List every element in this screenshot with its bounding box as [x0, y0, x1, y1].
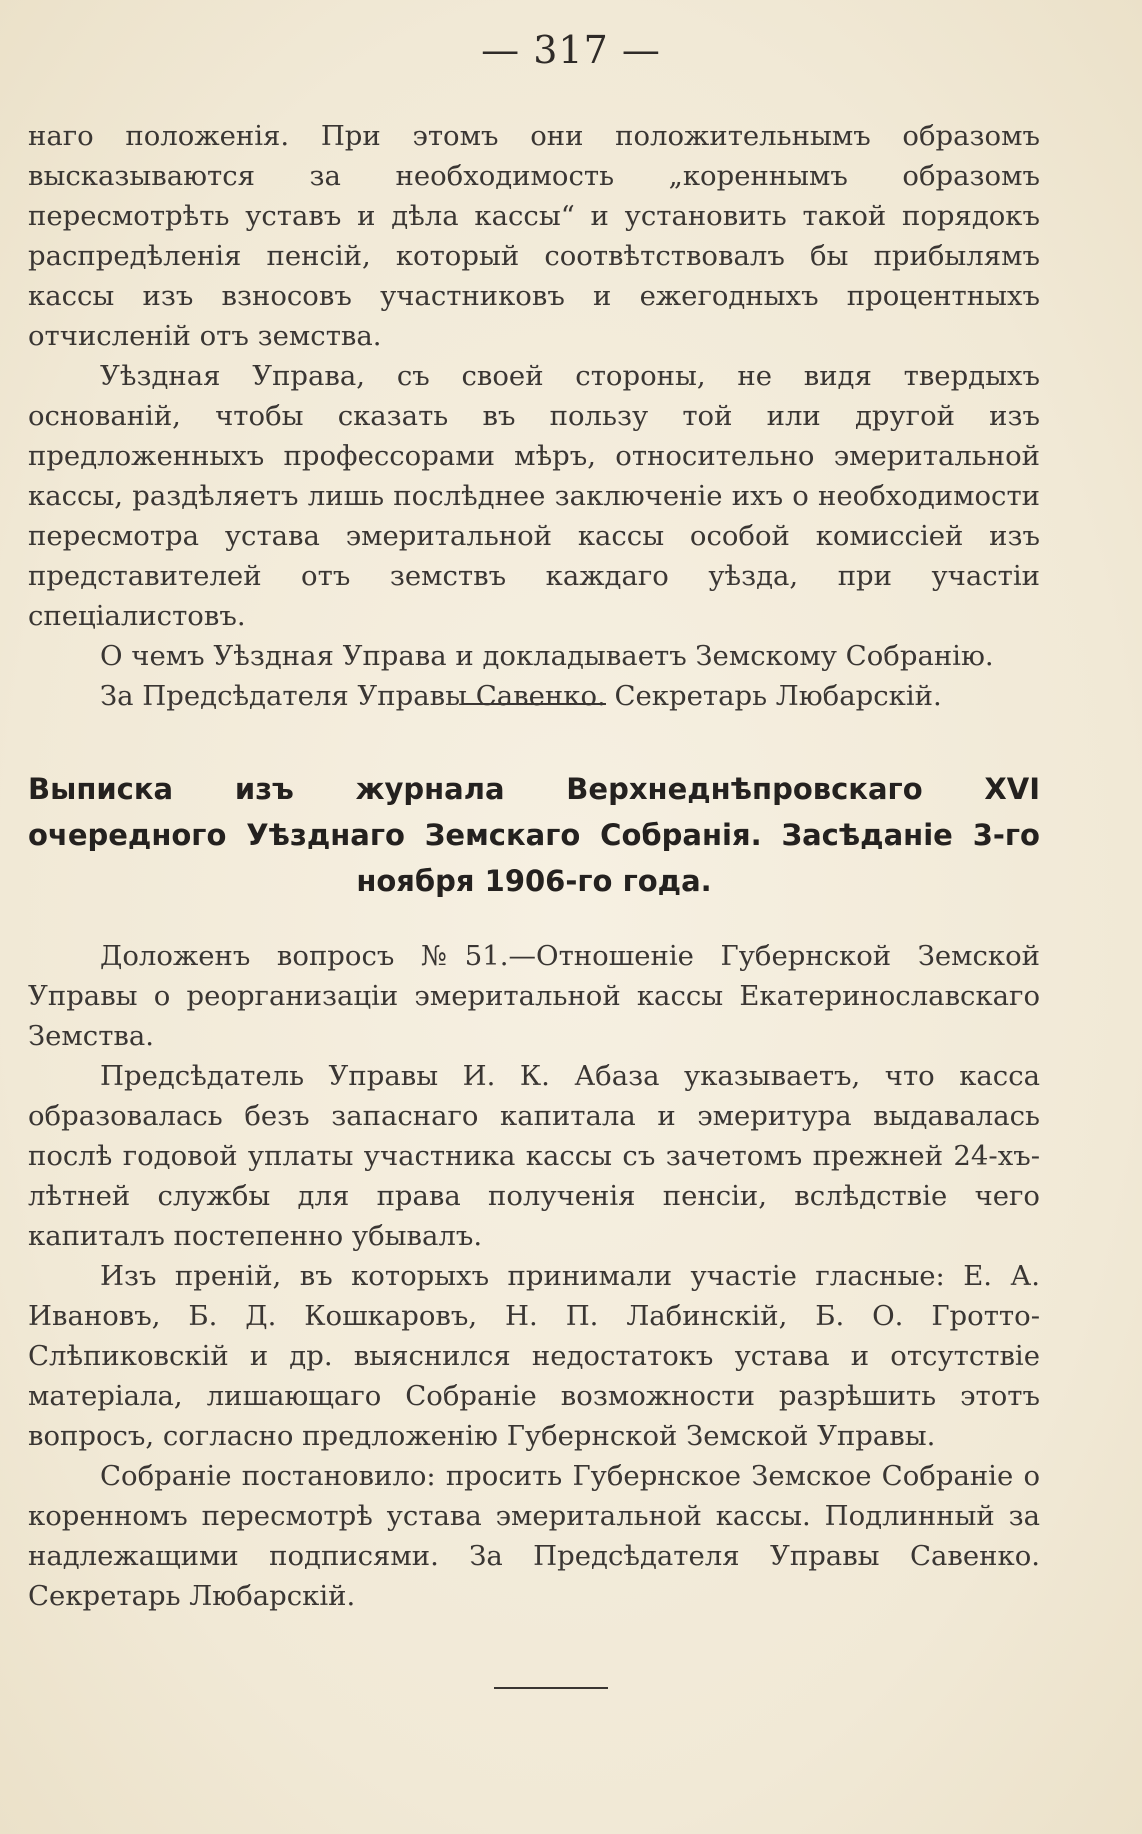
extract-heading: Выписка изъ журнала Верхнеднѣпровскаго XVI очередного Уѣзднаго Земскаго Собранія. Засѣданіе 3-го ноября 1906-го года. [28, 772, 1040, 898]
paragraph-uprava-opinion: Уѣздная Управа, съ своей стороны, не видя твердыхъ основаній, чтобы сказать въ пользу той или другой изъ предложенныхъ профессорами мѣръ, относительно эмеритальной кассы, раздѣляетъ лишь послѣднее заключеніе ихъ о необходимости пересмотра устава эмеритальной кассы особой комиссіей изъ представителей отъ земствъ каждаго уѣзда, при участіи спеціалистовъ. [28, 360, 1040, 632]
section-divider [462, 703, 606, 705]
end-divider [494, 1687, 608, 1689]
paragraph-report-note: О чемъ Уѣздная Управа и докладываетъ Земскому Собранію. [100, 640, 994, 672]
paragraph-continuation: наго положенія. При этомъ они положительнымъ образомъ высказываются за необходимость „кореннымъ образомъ пересмотрѣть уставъ и дѣла кассы“ и установить такой порядокъ распредѣленія пенсій, который соотвѣтствовалъ бы прибылямъ кассы изъ взносовъ участниковъ и ежегодныхъ процентныхъ отчисленій отъ земства. [28, 120, 1040, 352]
paragraph-signatures: За Предсѣдателя Управы Савенко. Секретарь Любарскій. [100, 680, 942, 712]
extract-text-block [28, 936, 1040, 1616]
paragraph-question: Доложенъ вопросъ №51.—Отношеніе Губернской Земской Управы о реорганизаціи эмеритальной кассы Екатеринославскаго Земства. [28, 940, 1040, 1052]
report-text-block [28, 116, 1040, 716]
paragraph-debates: Изъ преній, въ которыхъ принимали участіе гласные: Е. А. Ивановъ, Б. Д. Кошкаровъ, Н. П. Лабинскій, Б. О. Гротто-Слѣпиковскій и др. выяснился недостатокъ устава и отсутствіе матеріала, лишающаго Собраніе возможности разрѣшить этотъ вопросъ, согласно предложенію Губернской Земской Управы. [28, 1260, 1040, 1452]
paragraph-chairman-statement: Предсѣдатель Управы И. К. Абаза указываетъ, что касса образовалась безъ запаснаго капитала и эмеритура выдавалась послѣ годовой уплаты участника кассы съ зачетомъ прежней 24-хъ-лѣтней службы для права полученія пенсіи, вслѣдствіе чего капиталъ постепенно убывалъ. [28, 1060, 1040, 1252]
paragraph-resolution: Собраніе постановило: просить Губернское Земское Собраніе о коренномъ пересмотрѣ устава эмеритальной кассы. Подлинный за надлежащими подписями. За Предсѣдателя Управы Савенко. Секретарь Любарскій. [28, 1460, 1040, 1612]
page-number: — 317 — [481, 28, 661, 72]
